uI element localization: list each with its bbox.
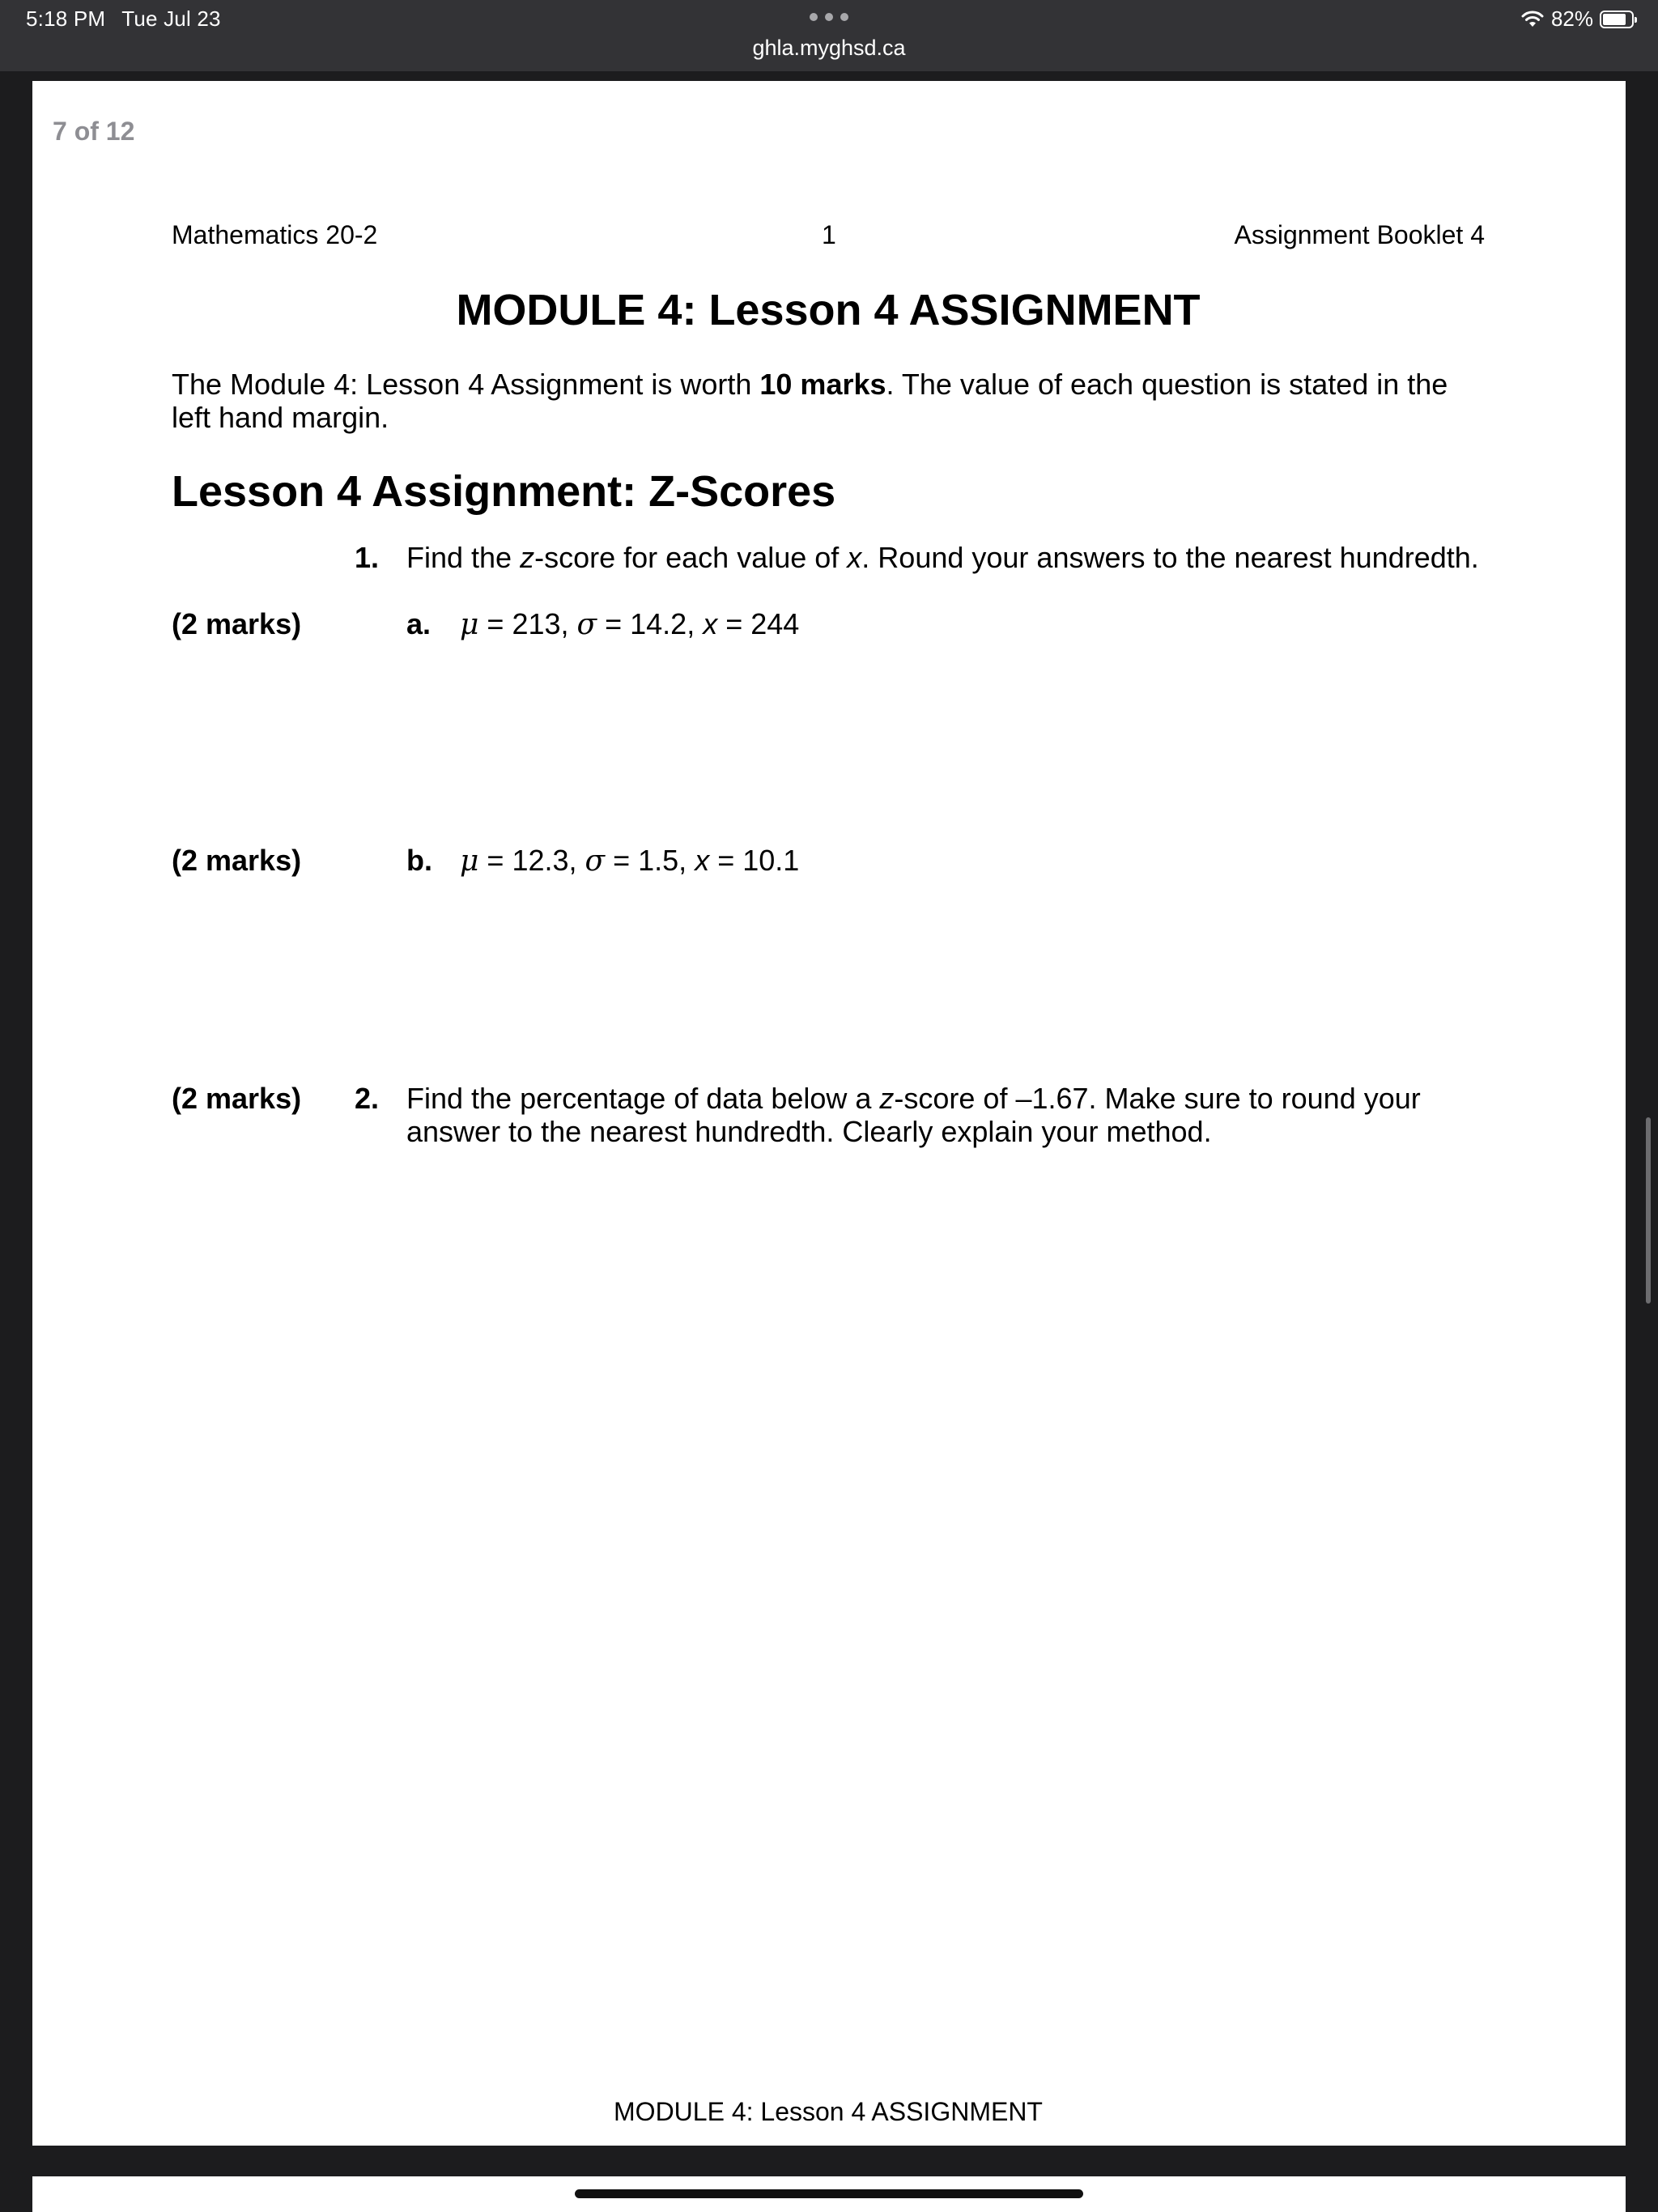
status-right: [1520, 6, 1634, 32]
home-indicator[interactable]: [575, 2189, 1083, 2198]
scrollbar-thumb[interactable]: [1646, 1117, 1651, 1304]
page-indicator: 7 of 12: [53, 117, 135, 146]
battery-icon: [1600, 11, 1634, 28]
header-booklet: Assignment Booklet 4: [1234, 220, 1485, 249]
date: Tue Jul 23: [121, 6, 221, 31]
page-footer: MODULE 4: Lesson 4 ASSIGNMENT: [614, 2097, 1043, 2126]
clock: 5:18 PM: [26, 6, 106, 31]
battery-percentage: 82%: [1550, 6, 1593, 31]
intro-marks: 10 marks: [759, 368, 886, 401]
marks-1b: (2 marks): [172, 844, 302, 877]
toolbar-divider: [0, 71, 1658, 81]
battery-level: [1603, 14, 1626, 25]
header-course: Mathematics 20-2: [172, 220, 378, 249]
part-a-expression: μ = 213, σ = 14.2, x = 244: [460, 607, 800, 641]
question-2-text: Find the percentage of data below a z-score of –1.67. Make sure to round your answer to the nearest hundredth. Clearly explain your method.: [406, 1082, 1421, 1148]
header-page-number: 1: [822, 220, 836, 249]
marks-2: (2 marks): [172, 1082, 302, 1115]
part-a-label: a.: [406, 607, 432, 640]
status-time: [26, 6, 221, 32]
part-b-label: b.: [406, 844, 432, 877]
status-bar: [0, 0, 1658, 71]
question-1-text: Find the z-score for each value of x. Round your answers to the nearest hundredth.: [406, 541, 1479, 574]
section-heading: Lesson 4 Assignment: Z-Scores: [172, 467, 836, 516]
document-title: MODULE 4: Lesson 4 ASSIGNMENT: [456, 286, 1201, 334]
wifi-icon: [1520, 11, 1545, 28]
more-dots-icon[interactable]: [810, 13, 848, 23]
question-2-number: 2.: [355, 1082, 380, 1115]
marks-1a: (2 marks): [172, 607, 302, 640]
question-1-number: 1.: [355, 541, 380, 574]
intro-paragraph: The Module 4: Lesson 4 Assignment is worth 10 marks. The value of each question is stated in the left hand margin.: [172, 368, 1448, 434]
part-b-expression: μ = 12.3, σ = 1.5, x = 10.1: [460, 844, 800, 878]
pdf-page[interactable]: [32, 81, 1626, 2146]
url-label[interactable]: ghla.myghsd.ca: [752, 36, 906, 60]
